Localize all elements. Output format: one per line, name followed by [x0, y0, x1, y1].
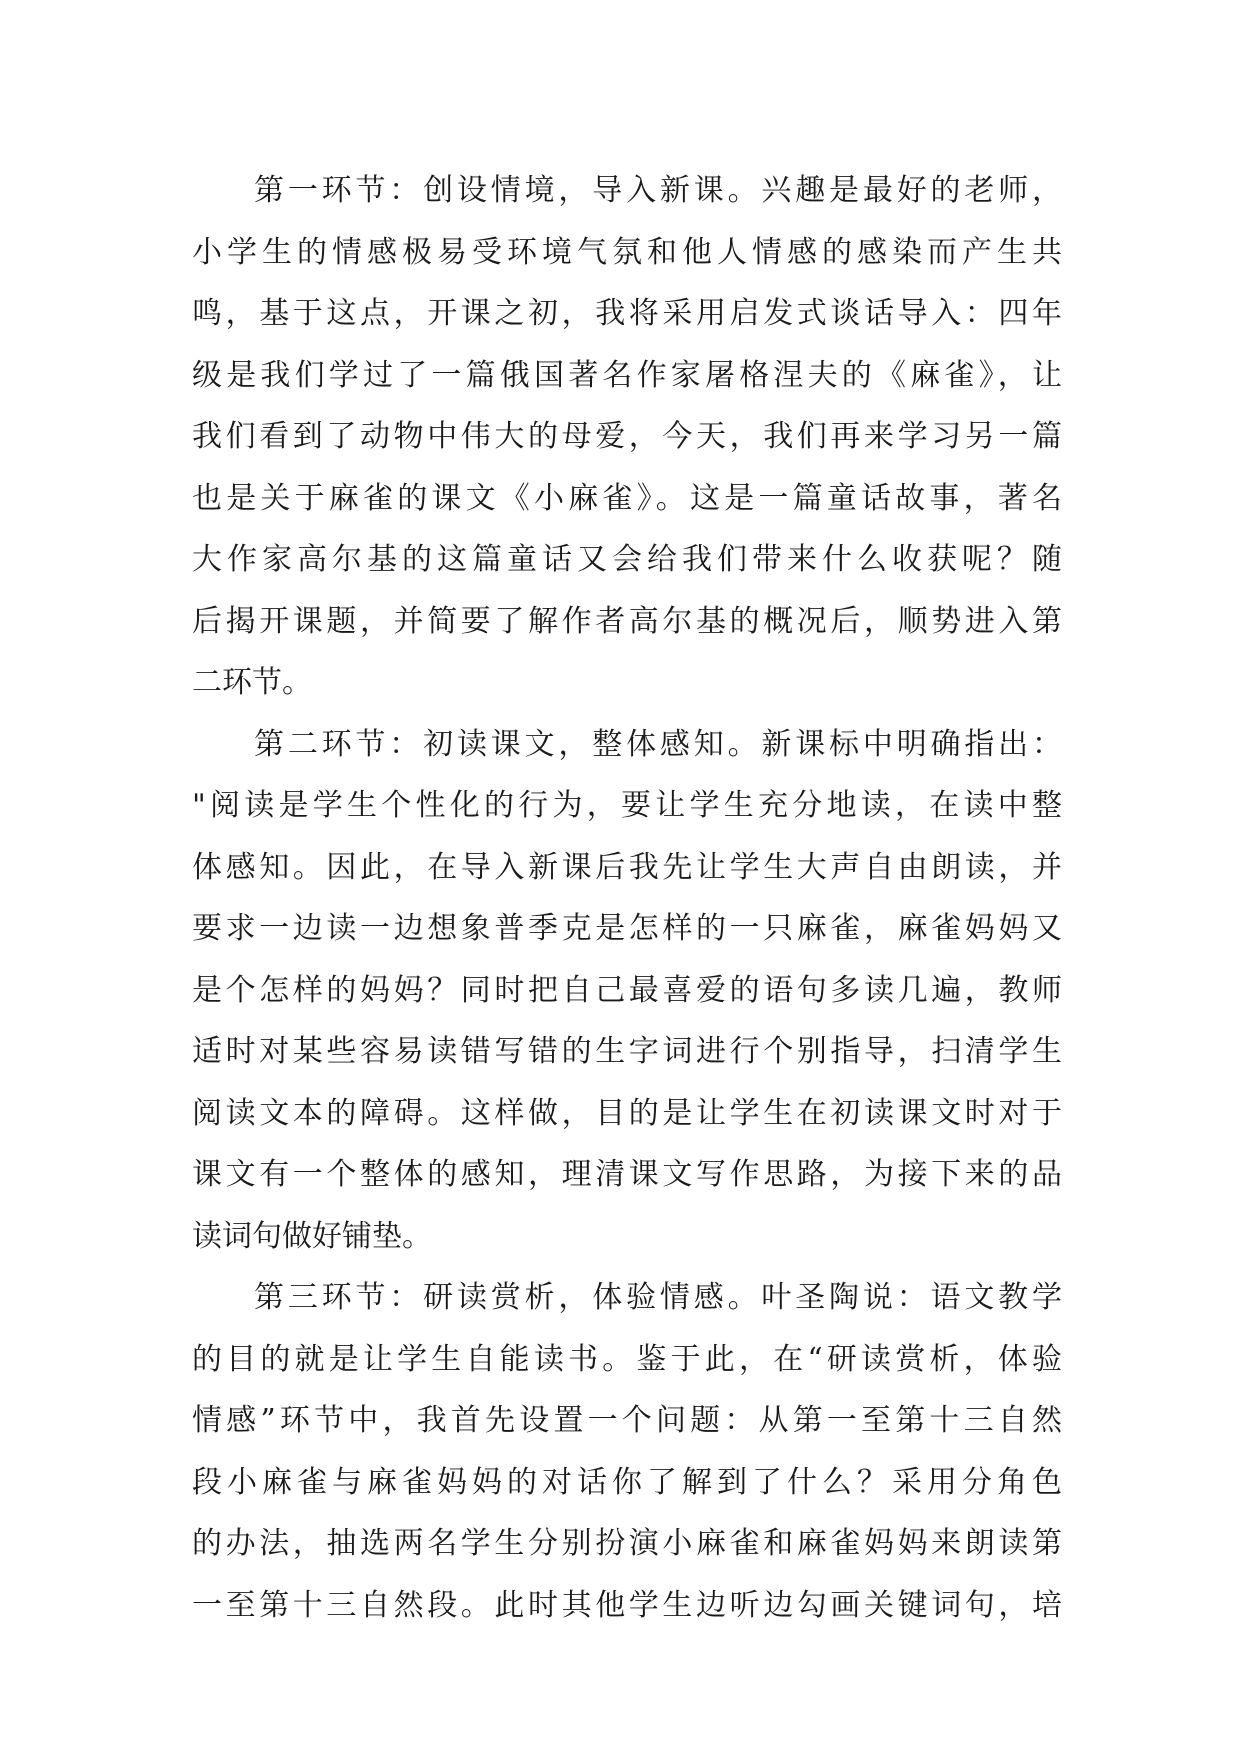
- text-line: 后揭开课题，并简要了解作者高尔基的概况后，顺势进入第: [192, 603, 1062, 639]
- text-line: 课文有一个整体的感知，理清课文写作思路，为接下来的品: [192, 1157, 1062, 1192]
- text-line: 的办法，抽选两名学生分别扮演小麻雀和麻雀妈妈来朗读第: [192, 1526, 1062, 1561]
- text-line: 读词句做好铺垫。: [192, 1218, 432, 1254]
- text-line: 阅读文本的障碍。这样做，目的是让学生在初读课文时对于: [192, 1095, 1062, 1131]
- text-line: 是个怎样的妈妈？同时把自己最喜爱的语句多读几遍，教师: [192, 972, 1062, 1008]
- paragraph-1: [192, 160, 1062, 714]
- text-line: 一至第十三自然段。此时其他学生边听边勾画关键词句，培: [192, 1587, 1062, 1623]
- text-line: "阅读是学生个性化的行为，要让学生充分地读，在读中整: [192, 788, 1062, 823]
- text-line: 适时对某些容易读错写错的生字词进行个别指导，扫清学生: [192, 1034, 1062, 1069]
- text-line: 鸣，基于这点，开课之初，我将采用启发式谈话导入：四年: [192, 296, 1062, 331]
- text-line: 我们看到了动物中伟大的母爱，今天，我们再来学习另一篇: [192, 419, 1062, 454]
- text-line: 小学生的情感极易受环境气氛和他人情感的感染而产生共: [192, 234, 1062, 270]
- text-line: 级是我们学过了一篇俄国著名作家屠格涅夫的《麻雀》，让: [192, 357, 1062, 393]
- text-line: 的目的就是让学生自能读书。鉴于此，在“研读赏析，体验: [192, 1341, 1062, 1377]
- paragraph-3: [192, 1267, 1062, 1636]
- text-line: 要求一边读一边想象普季克是怎样的一只麻雀，麻雀妈妈又: [192, 911, 1062, 946]
- text-line: 体感知。因此，在导入新课后我先让学生大声自由朗读，并: [192, 849, 1062, 885]
- document-body: [192, 160, 1062, 1636]
- text-line: 也是关于麻雀的课文《小麻雀》。这是一篇童话故事，著名: [192, 480, 1062, 516]
- text-line: 第一环节：创设情境，导入新课。兴趣是最好的老师，: [254, 173, 1062, 208]
- text-line: 段小麻雀与麻雀妈妈的对话你了解到了什么？采用分角色: [192, 1464, 1062, 1500]
- text-line: 情感”环节中，我首先设置一个问题：从第一至第十三自然: [192, 1403, 1062, 1438]
- paragraph-2: [192, 714, 1062, 1268]
- text-line: 二环节。: [192, 665, 312, 700]
- text-line: 大作家高尔基的这篇童话又会给我们带来什么收获呢？随: [192, 542, 1062, 577]
- text-line: 第二环节：初读课文，整体感知。新课标中明确指出：: [254, 726, 1062, 762]
- text-line: 第三环节：研读赏析，体验情感。叶圣陶说：语文教学: [254, 1280, 1062, 1315]
